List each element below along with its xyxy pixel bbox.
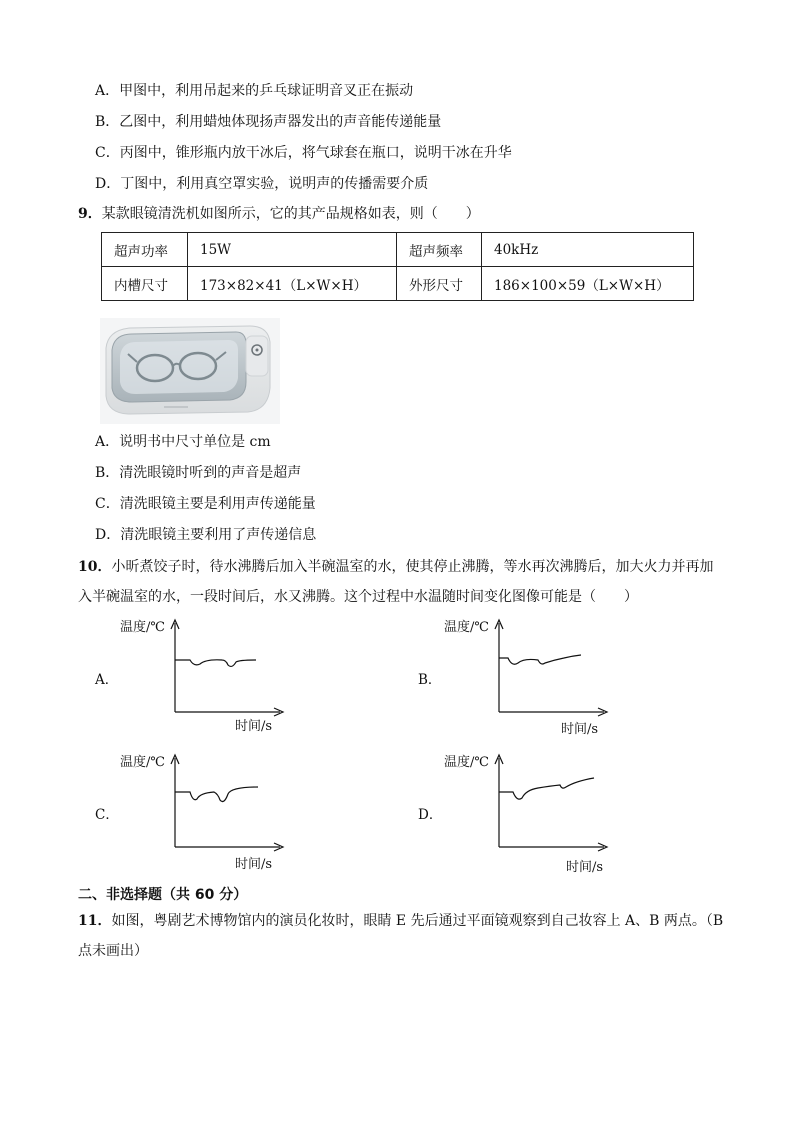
q11-stem-line2: 点未画出） [78, 943, 148, 959]
table-cell: 外形尺寸 [397, 267, 482, 301]
q10-option-c-label: C． [95, 807, 119, 823]
x-axis-label: 时间/s [566, 860, 604, 875]
q10-option-a-label: A． [95, 672, 119, 688]
q10-option-d-label: D． [418, 807, 443, 823]
q10-stem-line1 [78, 557, 713, 577]
table-cell: 40kHz [482, 233, 694, 267]
graph-d [442, 750, 612, 875]
q10-number: 10． [78, 559, 112, 575]
table-cell: 超声频率 [397, 233, 482, 267]
q9-number: 9． [78, 206, 102, 222]
q9-option-b: B．清洗眼镜时听到的声音是超声 [95, 465, 302, 481]
graph-b [442, 615, 612, 740]
series-line-b [499, 655, 581, 664]
table-cell: 超声功率 [102, 233, 188, 267]
x-axis-label: 时间/s [561, 722, 599, 737]
y-axis-label: 温度/℃ [120, 755, 165, 770]
q11-number: 11． [78, 913, 112, 929]
q11-stem-text-1: 如图，粤剧艺术博物馆内的演员化妆时，眼睛 E 先后通过平面镜观察到自己妆容上 A、B 两点。（B [111, 913, 724, 929]
x-axis-label: 时间/s [235, 719, 273, 734]
table-cell: 186×100×59（L×W×H） [482, 267, 694, 301]
table-cell: 内槽尺寸 [102, 267, 188, 301]
q10-stem-text-1: 小昕煮饺子时，待水沸腾后加入半碗温室的水，使其停止沸腾，等水再次沸腾后，加大火力并再加 [111, 559, 714, 575]
y-axis-label: 温度/℃ [444, 620, 489, 635]
q8-option-d: D．丁图中，利用真空罩实验，说明声的传播需要介质 [95, 176, 429, 192]
q8-option-a: A．甲图中，利用吊起来的乒乓球证明音叉正在振动 [95, 83, 414, 99]
q10-stem-line2: 入半碗温室的水，一段时间后，水又沸腾。这个过程中水温随时间变化图像可能是（ ） [78, 589, 638, 605]
q9-option-d: D．清洗眼镜主要利用了声传递信息 [95, 527, 317, 543]
q9-option-c: C．清洗眼镜主要是利用声传递能量 [95, 496, 316, 512]
q11-stem-line1 [78, 911, 723, 931]
graph-c [118, 750, 288, 875]
graph-a [118, 615, 288, 740]
q9-option-a: A．说明书中尺寸单位是 cm [95, 434, 271, 450]
series-line-d [499, 778, 594, 799]
q9-stem [78, 204, 480, 224]
table-row [102, 267, 694, 301]
series-line-a [175, 660, 256, 667]
y-axis-label: 温度/℃ [444, 755, 489, 770]
q8-option-b: B．乙图中，利用蜡烛体现扬声器发出的声音能传递能量 [95, 114, 442, 130]
q8-option-c: C．丙图中，锥形瓶内放干冰后，将气球套在瓶口，说明干冰在升华 [95, 145, 512, 161]
table-cell: 15W [188, 233, 397, 267]
q9-stem-text: 某款眼镜清洗机如图所示，它的其产品规格如表，则（ ） [101, 206, 480, 222]
table-cell: 173×82×41（L×W×H） [188, 267, 397, 301]
table-row [102, 233, 694, 267]
q10-option-b-label: B． [418, 672, 442, 688]
series-line-c [175, 787, 258, 802]
spec-table [101, 232, 694, 301]
section-title: 二、非选择题（共 60 分） [78, 887, 248, 903]
cleaner-image [100, 318, 280, 424]
x-axis-label: 时间/s [235, 857, 273, 872]
y-axis-label: 温度/℃ [120, 620, 165, 635]
